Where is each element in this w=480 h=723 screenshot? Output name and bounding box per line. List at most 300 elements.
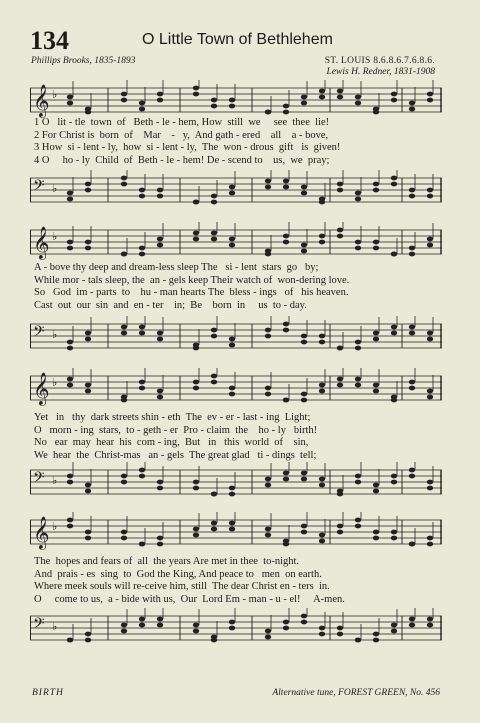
note-head <box>355 101 361 106</box>
note-head <box>391 92 397 97</box>
note-head <box>121 98 127 103</box>
note-head <box>427 542 433 547</box>
lyric-line: So God im - parts to hu - man hearts The bless - ings of his heaven. <box>34 287 349 298</box>
note-head <box>355 377 361 382</box>
note-head <box>319 632 325 637</box>
bass-clef-icon: 𝄢 <box>33 469 45 490</box>
note-head <box>427 243 433 248</box>
lyric-line: And prais - es sing to God the King, And peace to men on earth. <box>34 568 322 580</box>
note-head <box>427 337 433 342</box>
bass-clef-icon: 𝄢 <box>33 323 45 344</box>
flat-key-signature-icon: ♭ <box>52 376 58 389</box>
lyric-line: 1 O lit - tle town of Beth - le - hem, How still we see thee lie! <box>34 117 330 128</box>
note-head <box>391 623 397 628</box>
note-head <box>409 194 415 199</box>
lyric-line: We hear the Christ-mas an - gels The great glad ti - dings tell; <box>34 449 317 461</box>
lyric-line: No ear may hear his com - ing, But in this world of sin, <box>34 437 309 448</box>
note-head <box>85 182 91 187</box>
note-head <box>373 383 379 388</box>
note-head <box>427 237 433 242</box>
note-head <box>301 243 307 248</box>
note-head <box>67 95 73 100</box>
note-head <box>121 325 127 330</box>
note-head <box>139 468 145 473</box>
note-head <box>355 638 361 643</box>
lyrics-block-4 <box>34 556 438 606</box>
lyric-line: While mor - tals sleep, the an - gels keep Their watch of won-dering love. <box>34 274 350 286</box>
note-head <box>85 638 91 643</box>
note-head <box>409 623 415 628</box>
note-head <box>193 237 199 242</box>
treble-staff-4 <box>30 512 442 558</box>
note-head <box>301 249 307 254</box>
alternative-tune-note: Alternative tune, FOREST GREEN, No. 456 <box>272 688 440 698</box>
note-head <box>157 389 163 394</box>
note-head <box>85 383 91 388</box>
hymn-title: O Little Town of Bethlehem <box>142 31 333 48</box>
note-head <box>193 346 199 351</box>
note-head <box>211 200 217 205</box>
note-head <box>391 252 397 257</box>
note-head <box>157 237 163 242</box>
note-head <box>409 331 415 336</box>
note-head <box>85 110 91 115</box>
note-head <box>67 524 73 529</box>
note-head <box>67 240 73 245</box>
note-head <box>193 92 199 97</box>
note-head <box>355 383 361 388</box>
note-head <box>265 629 271 634</box>
note-head <box>283 398 289 403</box>
note-head <box>319 95 325 100</box>
note-head <box>211 638 217 643</box>
note-head <box>229 185 235 190</box>
note-head <box>139 101 145 106</box>
note-head <box>193 380 199 385</box>
note-head <box>211 380 217 385</box>
note-head <box>409 474 415 479</box>
treble-clef-icon: 𝄞 <box>33 226 50 259</box>
note-head <box>427 486 433 491</box>
lyric-line: 4 O ho - ly Child of Beth - le - hem! De - scend to us, we pray; <box>34 154 330 166</box>
note-head <box>337 188 343 193</box>
note-head <box>319 334 325 339</box>
note-head <box>409 101 415 106</box>
note-head <box>139 252 145 257</box>
note-head <box>373 536 379 541</box>
note-head <box>391 98 397 103</box>
note-head <box>337 234 343 239</box>
note-head <box>355 474 361 479</box>
note-head <box>391 480 397 485</box>
note-head <box>355 197 361 202</box>
note-head <box>373 483 379 488</box>
note-head <box>121 182 127 187</box>
note-head <box>391 182 397 187</box>
note-head <box>373 489 379 494</box>
note-head <box>301 392 307 397</box>
note-head <box>193 629 199 634</box>
note-head <box>157 243 163 248</box>
note-head <box>139 617 145 622</box>
bass-clef-icon: 𝄢 <box>33 615 45 636</box>
note-head <box>283 179 289 184</box>
lyric-line: A - bove thy deep and dream-less sleep The si - lent stars go by; <box>34 262 319 273</box>
note-head <box>391 530 397 535</box>
note-head <box>157 337 163 342</box>
note-head <box>139 246 145 251</box>
note-head <box>301 620 307 625</box>
note-head <box>193 527 199 532</box>
note-head <box>337 492 343 497</box>
note-head <box>229 237 235 242</box>
note-head <box>193 200 199 205</box>
note-head <box>409 188 415 193</box>
note-head <box>355 191 361 196</box>
note-head <box>355 240 361 245</box>
note-head <box>85 246 91 251</box>
note-head <box>67 191 73 196</box>
note-head <box>229 243 235 248</box>
note-head <box>355 480 361 485</box>
note-head <box>427 617 433 622</box>
note-head <box>121 480 127 485</box>
note-head <box>139 474 145 479</box>
note-head <box>265 533 271 538</box>
note-head <box>337 524 343 529</box>
lyric-line: O morn - ing stars, to - geth - er Pro - claim the ho - ly birth! <box>34 424 318 436</box>
note-head <box>121 629 127 634</box>
note-head <box>373 389 379 394</box>
note-head <box>409 246 415 251</box>
note-head <box>319 626 325 631</box>
note-head <box>85 337 91 342</box>
note-head <box>157 480 163 485</box>
note-head <box>301 471 307 476</box>
note-head <box>229 392 235 397</box>
note-head <box>319 389 325 394</box>
note-head <box>373 632 379 637</box>
note-head <box>265 334 271 339</box>
note-head <box>373 240 379 245</box>
note-head <box>193 480 199 485</box>
note-head <box>157 395 163 400</box>
note-head <box>67 346 73 351</box>
note-head <box>319 89 325 94</box>
note-head <box>391 629 397 634</box>
note-head <box>373 182 379 187</box>
note-head <box>67 377 73 382</box>
note-head <box>67 638 73 643</box>
hymn-number: 134 <box>30 26 69 55</box>
note-head <box>319 240 325 245</box>
note-head <box>427 389 433 394</box>
note-head <box>229 104 235 109</box>
note-head <box>391 331 397 336</box>
note-head <box>157 194 163 199</box>
note-head <box>85 188 91 193</box>
note-head <box>211 527 217 532</box>
note-head <box>373 638 379 643</box>
note-head <box>67 474 73 479</box>
note-head <box>355 524 361 529</box>
note-head <box>373 246 379 251</box>
note-head <box>283 328 289 333</box>
note-head <box>283 477 289 482</box>
note-head <box>211 194 217 199</box>
note-head <box>283 110 289 115</box>
note-head <box>283 626 289 631</box>
note-head <box>391 398 397 403</box>
bass-clef-icon: 𝄢 <box>33 177 45 198</box>
note-head <box>121 474 127 479</box>
note-head <box>301 530 307 535</box>
note-head <box>157 92 163 97</box>
note-head <box>139 188 145 193</box>
note-head <box>427 98 433 103</box>
note-head <box>67 340 73 345</box>
lyrics-block-3 <box>34 412 438 462</box>
note-head <box>265 527 271 532</box>
flat-key-signature-icon: ♭ <box>52 520 58 533</box>
note-head <box>229 527 235 532</box>
note-head <box>409 325 415 330</box>
note-head <box>229 521 235 526</box>
note-head <box>211 98 217 103</box>
note-head <box>121 536 127 541</box>
note-head <box>409 380 415 385</box>
note-head <box>409 386 415 391</box>
treble-staff-3 <box>30 368 442 414</box>
note-head <box>337 383 343 388</box>
note-head <box>265 185 271 190</box>
note-head <box>355 246 361 251</box>
note-head <box>85 483 91 488</box>
note-head <box>229 626 235 631</box>
note-head <box>229 492 235 497</box>
note-head <box>193 533 199 538</box>
note-head <box>319 539 325 544</box>
note-head <box>373 331 379 336</box>
note-head <box>157 623 163 628</box>
note-head <box>121 623 127 628</box>
note-head <box>85 632 91 637</box>
note-head <box>85 489 91 494</box>
note-head <box>211 521 217 526</box>
note-head <box>283 234 289 239</box>
note-head <box>427 395 433 400</box>
note-head <box>229 337 235 342</box>
note-head <box>409 252 415 257</box>
note-head <box>193 486 199 491</box>
note-head <box>427 480 433 485</box>
note-head <box>283 185 289 190</box>
treble-clef-icon: 𝄞 <box>33 84 50 117</box>
lyric-line: O come to us, a - bide with us, Our Lord Em - man - u - el! A-men. <box>34 593 345 605</box>
note-head <box>67 480 73 485</box>
note-head <box>337 228 343 233</box>
note-head <box>427 92 433 97</box>
note-head <box>337 89 343 94</box>
note-head <box>211 237 217 242</box>
note-head <box>265 483 271 488</box>
note-head <box>265 386 271 391</box>
note-head <box>265 328 271 333</box>
note-head <box>355 95 361 100</box>
note-head <box>265 110 271 115</box>
note-head <box>85 530 91 535</box>
bass-staff-4 <box>30 608 442 654</box>
note-head <box>157 331 163 336</box>
treble-clef-icon: 𝄞 <box>33 516 50 549</box>
lyric-line: 3 How si - lent - ly, how si - lent - ly, The won - drous gift is given! <box>34 142 341 153</box>
note-head <box>157 617 163 622</box>
note-head <box>337 632 343 637</box>
note-head <box>301 398 307 403</box>
note-head <box>301 334 307 339</box>
note-head <box>193 231 199 236</box>
note-head <box>301 185 307 190</box>
note-head <box>211 374 217 379</box>
note-head <box>427 188 433 193</box>
tune-name: ST. LOUIS 8.6.8.6.7.6.8.6. <box>324 56 435 66</box>
note-head <box>139 107 145 112</box>
note-head <box>427 536 433 541</box>
note-head <box>391 325 397 330</box>
note-head <box>139 325 145 330</box>
note-head <box>301 524 307 529</box>
note-head <box>157 486 163 491</box>
note-head <box>283 620 289 625</box>
note-head <box>229 386 235 391</box>
note-head <box>67 518 73 523</box>
note-head <box>157 536 163 541</box>
flat-key-signature-icon: ♭ <box>52 474 58 487</box>
note-head <box>319 483 325 488</box>
note-head <box>337 346 343 351</box>
note-head <box>337 377 343 382</box>
note-head <box>319 200 325 205</box>
flat-key-signature-icon: ♭ <box>52 182 58 195</box>
note-head <box>265 635 271 640</box>
note-head <box>283 322 289 327</box>
note-head <box>229 486 235 491</box>
note-head <box>283 240 289 245</box>
note-head <box>193 623 199 628</box>
note-head <box>391 176 397 181</box>
note-head <box>355 340 361 345</box>
note-head <box>121 331 127 336</box>
lyric-line: Cast out our sin and en - ter in; Be born in us to - day. <box>34 299 307 311</box>
note-head <box>301 191 307 196</box>
note-head <box>409 107 415 112</box>
note-head <box>157 188 163 193</box>
note-head <box>373 188 379 193</box>
note-head <box>211 328 217 333</box>
note-head <box>283 104 289 109</box>
note-head <box>139 386 145 391</box>
note-head <box>229 343 235 348</box>
note-head <box>391 474 397 479</box>
note-head <box>139 380 145 385</box>
note-head <box>211 104 217 109</box>
note-head <box>301 477 307 482</box>
treble-clef-icon: 𝄞 <box>33 372 50 405</box>
occasion-label: BIRTH <box>32 688 64 698</box>
note-head <box>229 620 235 625</box>
note-head <box>157 98 163 103</box>
note-head <box>85 389 91 394</box>
note-head <box>157 542 163 547</box>
note-head <box>319 383 325 388</box>
note-head <box>121 252 127 257</box>
note-head <box>337 626 343 631</box>
composer-credit: Lewis H. Redner, 1831-1908 <box>326 67 435 77</box>
note-head <box>85 331 91 336</box>
note-head <box>229 191 235 196</box>
note-head <box>67 197 73 202</box>
bass-staff-3 <box>30 462 442 508</box>
note-head <box>121 176 127 181</box>
note-head <box>265 477 271 482</box>
note-head <box>301 340 307 345</box>
note-head <box>409 617 415 622</box>
note-head <box>85 536 91 541</box>
note-head <box>139 623 145 628</box>
note-head <box>373 530 379 535</box>
note-head <box>265 179 271 184</box>
note-head <box>67 383 73 388</box>
note-head <box>427 331 433 336</box>
note-head <box>193 386 199 391</box>
note-head <box>391 536 397 541</box>
lyric-line: The hopes and fears of all the years Are met in thee to-night. <box>34 556 300 567</box>
note-head <box>139 331 145 336</box>
note-head <box>283 471 289 476</box>
flat-key-signature-icon: ♭ <box>52 620 58 633</box>
bass-staff-1 <box>30 170 442 216</box>
note-head <box>121 398 127 403</box>
lyric-line: Where meek souls will re-ceive him, still The dear Christ en - ters in. <box>34 581 330 592</box>
note-head <box>337 182 343 187</box>
flat-key-signature-icon: ♭ <box>52 328 58 341</box>
note-head <box>355 346 361 351</box>
note-head <box>67 246 73 251</box>
lyrics-block-2 <box>34 262 438 312</box>
note-head <box>283 542 289 547</box>
note-head <box>373 110 379 115</box>
note-head <box>265 252 271 257</box>
note-head <box>193 86 199 91</box>
note-head <box>211 334 217 339</box>
note-head <box>355 518 361 523</box>
note-head <box>409 542 415 547</box>
note-head <box>427 194 433 199</box>
lyrics-block-1 <box>34 117 438 167</box>
note-head <box>319 477 325 482</box>
note-head <box>265 392 271 397</box>
note-head <box>85 240 91 245</box>
note-head <box>139 194 145 199</box>
flat-key-signature-icon: ♭ <box>52 88 58 101</box>
bass-staff-2 <box>30 316 442 362</box>
note-head <box>319 234 325 239</box>
note-head <box>211 492 217 497</box>
note-head <box>301 101 307 106</box>
note-head <box>211 231 217 236</box>
note-head <box>67 101 73 106</box>
note-head <box>337 95 343 100</box>
